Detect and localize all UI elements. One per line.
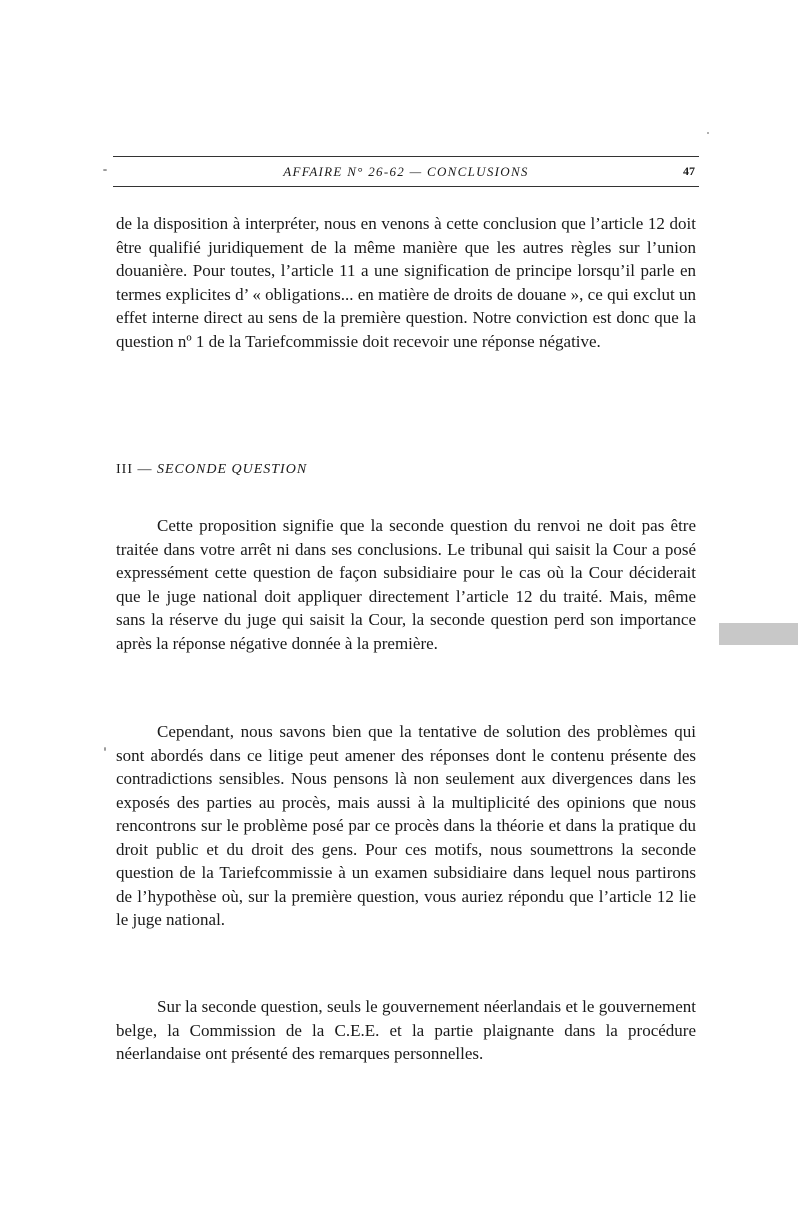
side-thumb-tab <box>719 623 798 645</box>
paragraph-continuation: de la disposition à interpréter, nous en venons à cette conclusion que l’article 12 doit être qualifié juridiquement de la même manière que les autres règles sur l’union douanière. Pour toutes, l’article 11 a une signification de principe lorsqu’il parle en termes explicites d’ « obligations... en matière de droits de douane », ce qui exclut un effet interne direct au sens de la première question. Notre conviction est donc que la question nº 1 de la Tariefcommissie doit recevoir une réponse négative. <box>116 214 696 351</box>
section-number: III <box>116 462 133 477</box>
section-heading <box>116 462 307 478</box>
scan-speck <box>104 747 106 751</box>
header-top-rule <box>113 156 699 157</box>
paragraph-contradictions: Cependant, nous savons bien que la tentative de solution des problèmes qui sont abordés dans ce litige peut amener des réponses dont le contenu présente des contradictions sensibles. Nous pensons là non seulement aux divergences dans les exposés des parties au procès, mais aussi à la multiplicité des opinions que nous rencontrons sur le problème posé par ce procès dans la théorie et dans la pratique du droit public et du droit des gens. Pour ces motifs, nous soumettrons la seconde question de la Tariefcommissie à un examen subsidiaire dans lequel nous partirons de l’hypothèse où, sur la première question, vous auriez répondu que l’article 12 lie le juge national. <box>116 722 696 929</box>
scan-speck <box>103 169 107 171</box>
scan-speck <box>707 132 709 134</box>
section-dash: — <box>137 462 153 477</box>
header-bottom-rule <box>113 186 699 187</box>
running-header <box>113 156 699 189</box>
page-number: 47 <box>683 164 695 178</box>
paragraph-observations: Sur la seconde question, seuls le gouvernement néerlandais et le gouvernement belge, la Commission de la C.E.E. et la partie plaignante dans la procédure néerlandaise ont présenté des remarques personnelles. <box>116 997 696 1063</box>
paragraph-second-question: Cette proposition signifie que la seconde question du renvoi ne doit pas être traitée dans votre arrêt ni dans ses conclusions. Le tribunal qui saisit la Cour a posé expressément cette question de façon subsidiaire pour le cas où la Cour déciderait que le juge national doit appliquer directement l’article 12 du traité. Mais, même sans la réserve du juge qui saisit la Cour, la seconde question perd son importance après la réponse négative donnée à la première. <box>116 516 696 653</box>
section-title: SECONDE QUESTION <box>157 462 308 477</box>
header-title: AFFAIRE N° 26-62 — CONCLUSIONS <box>283 164 529 179</box>
